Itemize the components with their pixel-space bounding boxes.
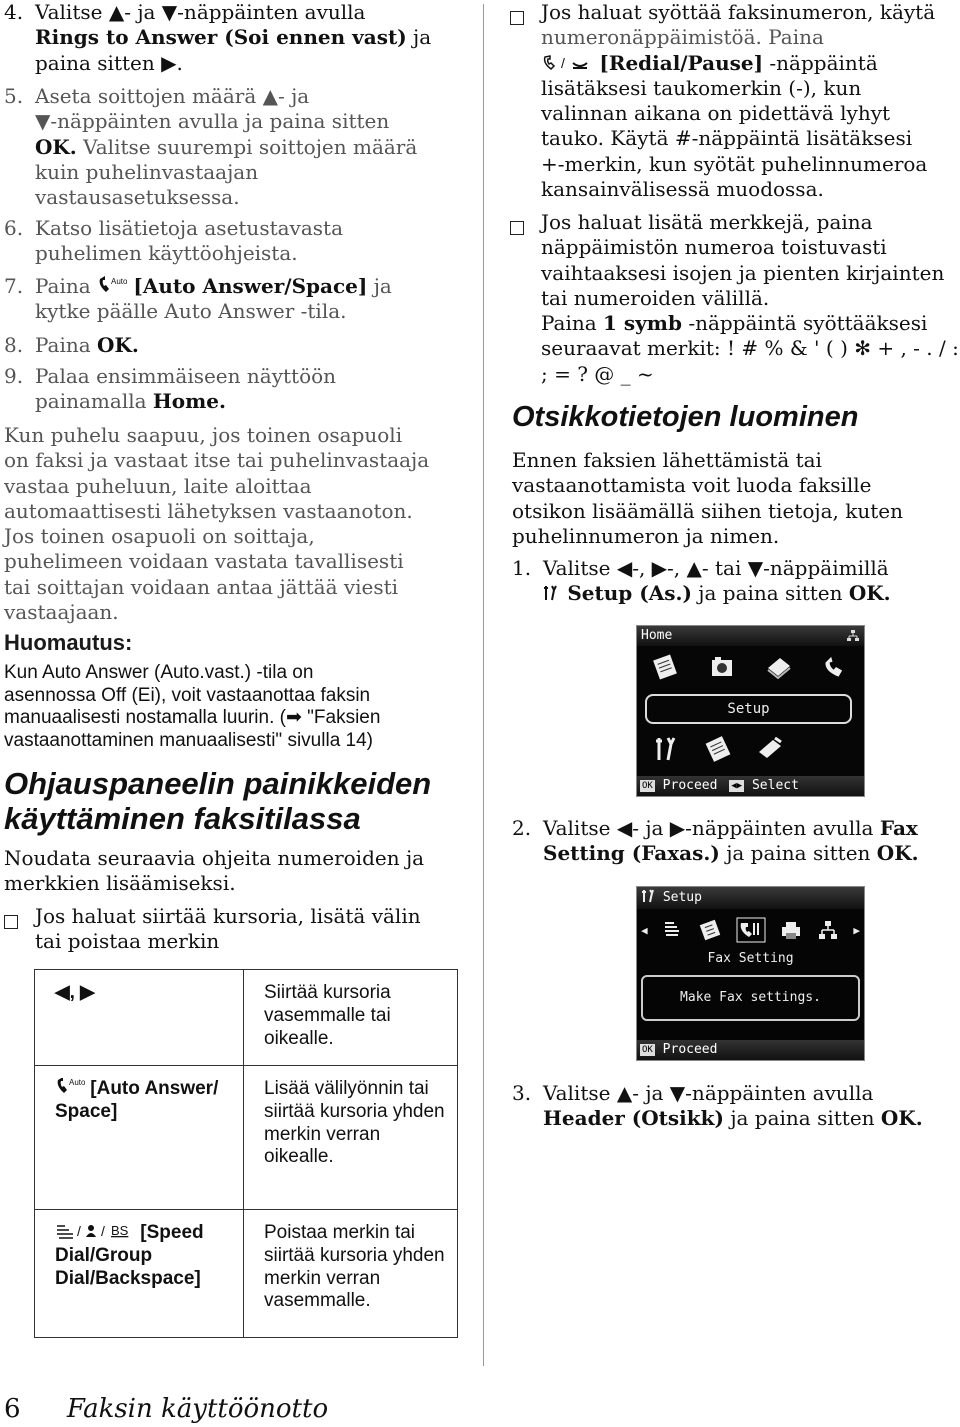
- paragraph-line: puhelimeen voidaan vastata tavallisesti: [4, 549, 404, 574]
- intro-line: Noudata seuraavia ohjeita numeroiden ja: [4, 846, 425, 870]
- auto-answer-icon: [97, 276, 127, 296]
- lcd-top-icons: [637, 652, 864, 682]
- paragraph-line: vastaajaan.: [4, 600, 119, 625]
- scroll-left-icon[interactable]: ◀: [641, 923, 648, 937]
- table-desc-cell: Siirtää kursoria vasemmalle tai oikealle.: [244, 970, 458, 1066]
- step-number: 9.: [4, 364, 24, 388]
- step-number: 8.: [4, 333, 24, 357]
- key-label: OK.: [35, 134, 77, 159]
- lcd-title: Home: [641, 628, 673, 643]
- step-text: Paina: [35, 274, 91, 298]
- bullet-line: -näppäintä syöttääksesi: [688, 311, 928, 336]
- key-label: [Auto Answer/ Space]: [55, 1078, 219, 1122]
- step-text: Paina: [35, 333, 91, 357]
- table-key-cell: [35, 1066, 244, 1210]
- intro-line: otsikon lisäämällä siihen tietoja, kuten: [512, 498, 903, 523]
- step-text: Valitse ◀- ja ▶-näppäinten avulla: [543, 816, 874, 840]
- bullet-line: +-merkin, kun syötät puhelinnumeroa: [541, 151, 928, 176]
- step-text: Valitse suurempi soittojen määrä: [83, 134, 418, 159]
- paragraph-line: Kun puhelu saapuu, jos toinen osapuoli: [4, 423, 403, 447]
- page-number: 6: [4, 1394, 21, 1424]
- step-text: kuin puhelinvastaajan: [35, 159, 259, 184]
- step-text: kytke päälle Auto Answer -tila.: [35, 299, 347, 324]
- paragraph-line: tai soittajan voidaan antaa jättää viesti: [4, 574, 399, 599]
- grid-icon[interactable]: [699, 919, 721, 941]
- intro-line: merkkien lisäämiseksi.: [4, 871, 236, 896]
- bullet-line: Paina: [541, 311, 597, 336]
- bullet-line: kansainvälisessä muodossa.: [541, 177, 824, 202]
- key-label: OK.: [848, 581, 891, 606]
- svg-text:/: /: [101, 1223, 105, 1239]
- bullet-line: vaihtaaksesi isojen ja pienten kirjainten: [541, 260, 945, 285]
- bullet-line: numeronäppäimistöä. Paina: [541, 25, 824, 50]
- table-key-cell: [35, 1210, 244, 1338]
- setup-wrench-icon: [641, 889, 655, 903]
- printer-icon[interactable]: [780, 919, 802, 941]
- menu-label: Header (Otsikk): [543, 1106, 724, 1131]
- lcd-title-bar: [637, 887, 864, 909]
- setup-wrench-icon[interactable]: [651, 734, 681, 764]
- bullet-line: näppäimistön numeroa toistuvasti: [541, 235, 887, 260]
- key-label: [Auto Answer/Space]: [133, 274, 368, 298]
- intro-line: vastaanottamista voit luoda faksille: [512, 473, 872, 498]
- paragraph-line: Jos toinen osapuoli on soittaja,: [4, 524, 315, 549]
- step-text: Palaa ensimmäiseen näyttöön: [35, 364, 337, 388]
- setup-wrench-icon: [543, 584, 561, 602]
- svg-text:/: /: [77, 1223, 81, 1239]
- bullet-line: ; = ? @ _ ~: [541, 361, 654, 386]
- note-heading: Huomautus:: [4, 630, 133, 655]
- print-report-icon[interactable]: [703, 734, 733, 764]
- checkbox-bullet-icon: [510, 221, 524, 235]
- fax-list-icon[interactable]: [662, 919, 684, 941]
- menu-label: Setting (Faxas.): [543, 841, 720, 866]
- intro-line: Ennen faksien lähettämistä tai: [512, 448, 822, 472]
- fax-setting-icon[interactable]: [736, 917, 766, 943]
- step-text: Katso lisätietoja asetustavasta: [35, 216, 343, 240]
- table-row: [35, 1066, 458, 1210]
- paragraph-incoming-call: [4, 423, 474, 625]
- step-text: ja paina sitten: [730, 1106, 875, 1131]
- key-label: OK.: [880, 1106, 923, 1131]
- svg-text:Auto: Auto: [69, 1078, 85, 1087]
- page-footer: [4, 1391, 328, 1427]
- scan-icon[interactable]: [764, 652, 794, 682]
- step-text: Valitse ◀-, ▶-, ▲- tai ▼-näppäimillä: [543, 556, 889, 580]
- column-divider: [483, 4, 484, 1366]
- bullet-line: Jos haluat siirtää kursoria, lisätä välin: [35, 904, 421, 928]
- step-text: ▼-näppäinten avulla ja paina sitten: [35, 109, 390, 134]
- step-text: ja paina sitten: [726, 841, 871, 866]
- speed-dial-group-backspace-icon: [55, 1222, 135, 1240]
- step-number: 7.: [4, 274, 24, 298]
- key-label: 1 symb: [603, 311, 682, 336]
- step-text: vastausasetuksessa.: [35, 185, 240, 210]
- lcd-proceed-label: Proceed: [662, 1042, 718, 1057]
- step-number: 1.: [512, 556, 532, 580]
- ok-tag: OK: [642, 1045, 653, 1055]
- bullet-line: tai numeroiden välillä.: [541, 285, 770, 310]
- step-text: ja paina sitten ▶.: [35, 25, 432, 75]
- svg-text:BS: BS: [111, 1223, 129, 1238]
- step-text: ja: [373, 274, 392, 298]
- lcd-status-bar: [637, 776, 864, 796]
- step-text: Valitse ▲- ja ▼-näppäinten avulla: [35, 0, 366, 24]
- paragraph-line: vastaa puheluun, laite aloittaa: [4, 473, 312, 498]
- lcd-home-screen: [636, 625, 865, 797]
- fax-icon[interactable]: [821, 652, 851, 682]
- lcd-select-label: Select: [751, 778, 799, 793]
- lcd-bottom-icons: [651, 734, 785, 764]
- step-text: ja paina sitten: [698, 581, 843, 606]
- scroll-right-icon[interactable]: ▶: [853, 923, 860, 937]
- network-icon: [846, 629, 860, 643]
- key-label: ◀, ▶: [55, 982, 95, 1003]
- section-intro: [4, 846, 474, 897]
- ok-tag: OK: [642, 781, 653, 791]
- heading-line: Ohjauspaneelin painikkeiden: [4, 766, 432, 801]
- step-text: painamalla: [35, 389, 147, 414]
- lcd-selected-label: Fax Setting: [707, 951, 794, 966]
- note-line: vastaanottaminen manuaalisesti" sivulla 14): [4, 729, 373, 751]
- svg-text:Auto: Auto: [111, 277, 128, 286]
- intro-line: puhelinnumeron ja nimen.: [512, 523, 780, 548]
- step-number: 2.: [512, 816, 532, 840]
- lcd-title: Setup: [662, 890, 702, 905]
- lcd-message-box: Make Fax settings.: [641, 975, 860, 1021]
- maintenance-icon[interactable]: [755, 734, 785, 764]
- step-text: Valitse ▲- ja ▼-näppäinten avulla: [543, 1081, 874, 1105]
- step-number: 6.: [4, 216, 24, 240]
- key-label: OK.: [876, 841, 919, 866]
- checkbox-bullet-icon: [510, 11, 524, 25]
- copy-mode-icon[interactable]: [650, 652, 680, 682]
- step-number: 3.: [512, 1081, 532, 1105]
- arrow-keys-icon: ◀▶: [731, 781, 743, 791]
- step-text: Aseta soittojen määrä ▲- ja: [35, 84, 310, 108]
- note-line: Kun Auto Answer (Auto.vast.) -tila on: [4, 662, 314, 683]
- footer-title: Faksin käyttöönotto: [66, 1394, 329, 1424]
- heading-line: käyttäminen faksitilassa: [4, 801, 361, 836]
- bullet-line: lisätäksesi taukomerkin (-), kun: [541, 75, 862, 100]
- step-text: puhelimen käyttöohjeista.: [35, 241, 298, 266]
- key-function-table: [34, 969, 458, 1338]
- bullet-line: Jos haluat lisätä merkkejä, paina: [541, 210, 873, 234]
- auto-answer-icon: [55, 1078, 85, 1096]
- key-label: [Speed Dial/Group Dial/Backspace]: [55, 1222, 204, 1289]
- key-label: Home.: [152, 389, 226, 414]
- table-row: [35, 970, 458, 1066]
- step-number: 4.: [4, 0, 24, 24]
- bullet-line: seuraavat merkit: ! # % & ' ( ) ✻ + , - . / :: [541, 336, 959, 361]
- step-number: 5.: [4, 84, 24, 108]
- checkbox-bullet-icon: [4, 915, 18, 929]
- menu-label: Rings to Answer (Soi ennen vast): [35, 25, 407, 50]
- key-label: OK.: [97, 333, 139, 357]
- bullet-line: Jos haluat syöttää faksinumeron, käytä: [541, 0, 936, 24]
- menu-label: Setup (As.): [567, 581, 692, 606]
- table-desc-cell: Lisää välilyönnin tai siirtää kursoria yhden merkin verran oikealle.: [244, 1066, 458, 1210]
- redial-pause-icon: [541, 54, 593, 72]
- lcd-selected-label: Setup: [645, 694, 852, 724]
- table-key-cell: [35, 970, 244, 1066]
- section-heading: Otsikkotietojen luominen: [512, 401, 859, 433]
- lcd-icon-carousel: [641, 915, 860, 945]
- network-icon[interactable]: [817, 919, 839, 941]
- section-intro: [512, 448, 956, 549]
- menu-label: Fax: [879, 816, 918, 840]
- paragraph-line: automaattisesti lähetyksen vastaanoton.: [4, 498, 413, 523]
- note-line: asennossa Off (Ei), voit vastaanottaa faksin: [4, 684, 371, 706]
- svg-text:/: /: [561, 54, 565, 71]
- lcd-setup-screen: [636, 886, 865, 1061]
- key-label: [Redial/Pause]: [599, 50, 764, 75]
- lcd-status-bar: [637, 1040, 864, 1060]
- lcd-proceed-label: Proceed: [662, 778, 718, 793]
- bullet-line: -näppäintä: [769, 50, 878, 75]
- bullet-line: tauko. Käytä #-näppäintä lisätäksesi: [541, 126, 913, 151]
- lcd-title-bar: [637, 626, 864, 646]
- section-heading: [4, 766, 431, 836]
- bullet-line: tai poistaa merkin: [35, 929, 220, 954]
- bullet-line: valinnan aikana on pidettävä lyhyt: [541, 101, 891, 126]
- note-body: [4, 662, 474, 752]
- table-desc-cell: Poistaa merkin tai siirtää kursoria yhden merkin verran vasemmalle.: [244, 1210, 458, 1338]
- memory-card-icon[interactable]: [707, 652, 737, 682]
- table-row: [35, 1210, 458, 1338]
- note-line: manuaalisesti nostamalla luurin. (➡ "Faksien: [4, 707, 381, 728]
- paragraph-line: on faksi ja vastaat itse tai puhelinvastaaja: [4, 448, 430, 473]
